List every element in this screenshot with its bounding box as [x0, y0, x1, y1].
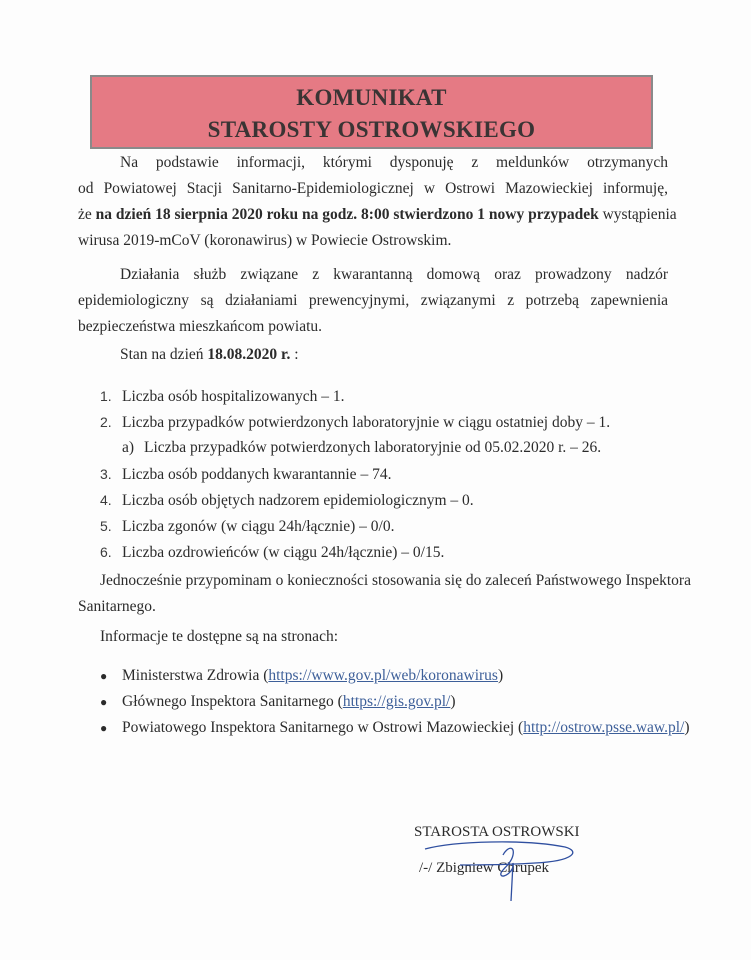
- stat-number: 4.: [100, 492, 112, 508]
- stat-text: Liczba przypadków potwierdzonych laboratoryjnie od 05.02.2020 r. – 26.: [144, 439, 602, 456]
- info-intro: Informacje te dostępne są na stronach:: [100, 628, 339, 645]
- bullet-icon: ●: [100, 695, 108, 709]
- bullet-icon: ●: [100, 669, 108, 683]
- stat-subnumber: a): [122, 439, 135, 456]
- stat-text: Liczba ozdrowieńców (w ciągu 24h/łącznie) – 0/15.: [122, 544, 445, 561]
- stat-text: Liczba osób poddanych kwarantannie – 74.: [122, 466, 392, 483]
- reminder-paragraph: [78, 568, 691, 620]
- stat-item: [100, 539, 610, 565]
- actions-line-3: bezpieczeństwa mieszkańcom powiatu.: [78, 318, 323, 335]
- source-name: Powiatowego Inspektora Sanitarnego w Ostrowi Mazowieckiej (: [122, 719, 524, 736]
- bullet-icon: ●: [100, 721, 108, 735]
- source-item: [100, 663, 690, 689]
- stat-text: Liczba osób objętych nadzorem epidemiologicznym – 0.: [122, 492, 474, 509]
- source-name: Ministerstwa Zdrowia (: [122, 667, 269, 684]
- signature-name: /-/ Zbigniew Chrupek: [419, 860, 549, 876]
- reminder-line-2: Sanitarnego.: [78, 598, 156, 615]
- signature-title: STAROSTA OSTROWSKI: [414, 824, 580, 840]
- intro-line-1: Na podstawie informacji, którymi dysponuję z meldunków otrzymanych: [120, 154, 668, 171]
- stat-item: [100, 487, 610, 513]
- reminder-line-1: Jednocześnie przypominam o konieczności stosowania się do zaleceń Państwowego Inspektora: [100, 572, 691, 589]
- source-link[interactable]: https://www.gov.pl/web/koronawirus: [268, 667, 498, 684]
- stat-text: Liczba osób hospitalizowanych – 1.: [122, 388, 345, 405]
- source-item: [100, 715, 690, 741]
- stat-item: [100, 513, 610, 539]
- source-item: [100, 689, 690, 715]
- stat-number: 6.: [100, 544, 112, 560]
- status-date: 18.08.2020 r.: [207, 346, 291, 363]
- stat-number: 2.: [100, 414, 112, 430]
- stat-text: Liczba zgonów (w ciągu 24h/łącznie) – 0/0.: [122, 518, 395, 535]
- source-link[interactable]: http://ostrow.psse.waw.pl/: [523, 719, 685, 736]
- statistics-list: [100, 383, 610, 565]
- stat-number: 1.: [100, 388, 112, 404]
- intro-line-4: wirusa 2019-mCoV (koronawirus) w Powiecie Ostrowskim.: [78, 232, 452, 249]
- stat-item: [100, 383, 610, 409]
- status-prefix: Stan na dzień: [120, 346, 208, 363]
- header-banner: [90, 75, 653, 149]
- source-link[interactable]: https://gis.gov.pl/: [342, 693, 451, 710]
- stat-subitem: [100, 435, 610, 461]
- intro-line-2: od Powiatowej Stacji Sanitarno-Epidemiologicznej w Ostrowi Mazowieckiej informuję,: [78, 180, 668, 197]
- status-suffix: :: [290, 346, 299, 363]
- actions-line-1: Działania służb związane z kwarantanną domową oraz prowadzony nadzór: [120, 266, 668, 283]
- handwritten-signature-icon: [415, 835, 595, 905]
- source-close: ): [497, 667, 504, 684]
- new-case-announcement: na dzień 18 sierpnia 2020 roku na godz. 8:00 stwierdzono 1 nowy przypadek: [95, 206, 599, 223]
- stat-item: [100, 409, 610, 435]
- intro-paragraph: [78, 150, 677, 254]
- status-date-line: [120, 346, 299, 364]
- source-name: Głównego Inspektora Sanitarnego (: [122, 693, 343, 710]
- actions-line-2: epidemiologiczny są działaniami prewencyjnymi, związanymi z potrzebą zapewnienia: [78, 292, 668, 309]
- stat-text: Liczba przypadków potwierdzonych laboratoryjnie w ciągu ostatniej doby – 1.: [122, 414, 611, 431]
- source-close: ): [684, 719, 690, 736]
- header-title: KOMUNIKAT: [296, 85, 447, 110]
- source-close: ): [450, 693, 456, 710]
- stat-number: 5.: [100, 518, 112, 534]
- intro-line-3-post: wystąpienia: [598, 206, 677, 223]
- stat-item: [100, 461, 610, 487]
- intro-line-3-pre: że: [78, 206, 96, 223]
- sources-list: [100, 663, 690, 741]
- stat-number: 3.: [100, 466, 112, 482]
- intro-line-3: [78, 202, 677, 228]
- header-subtitle: STAROSTY OSTROWSKIEGO: [207, 117, 536, 142]
- actions-paragraph: [78, 262, 668, 340]
